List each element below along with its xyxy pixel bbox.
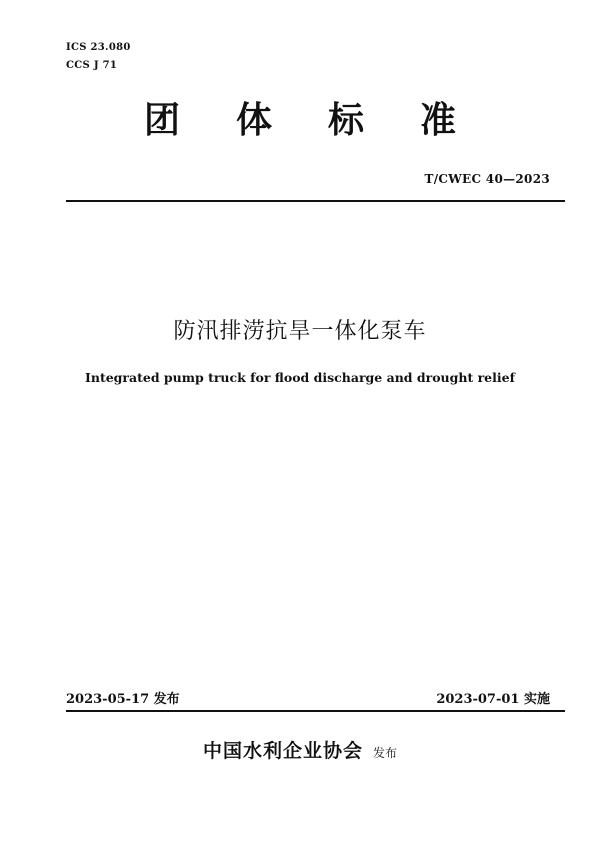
document-type-heading: 团体标准: [143, 100, 512, 141]
bottom-divider: [66, 710, 565, 712]
top-divider: [66, 200, 565, 202]
publisher-name: 中国水利企业协会: [202, 740, 363, 762]
implementation-date: 2023-07-01 实施: [436, 692, 550, 707]
publisher-line: [0, 736, 600, 763]
issue-date: 2023-05-17 发布: [66, 692, 180, 707]
standard-number: T/CWEC 40—2023: [424, 172, 550, 186]
publisher-suffix: 发布: [373, 746, 398, 760]
title-chinese: 防汛排涝抗旱一体化泵车: [173, 319, 427, 344]
ccs-code: CCS J 71: [66, 60, 118, 71]
title-english: Integrated pump truck for flood discharge and drought relief: [85, 370, 515, 385]
ics-code: ICS 23.080: [66, 42, 131, 53]
